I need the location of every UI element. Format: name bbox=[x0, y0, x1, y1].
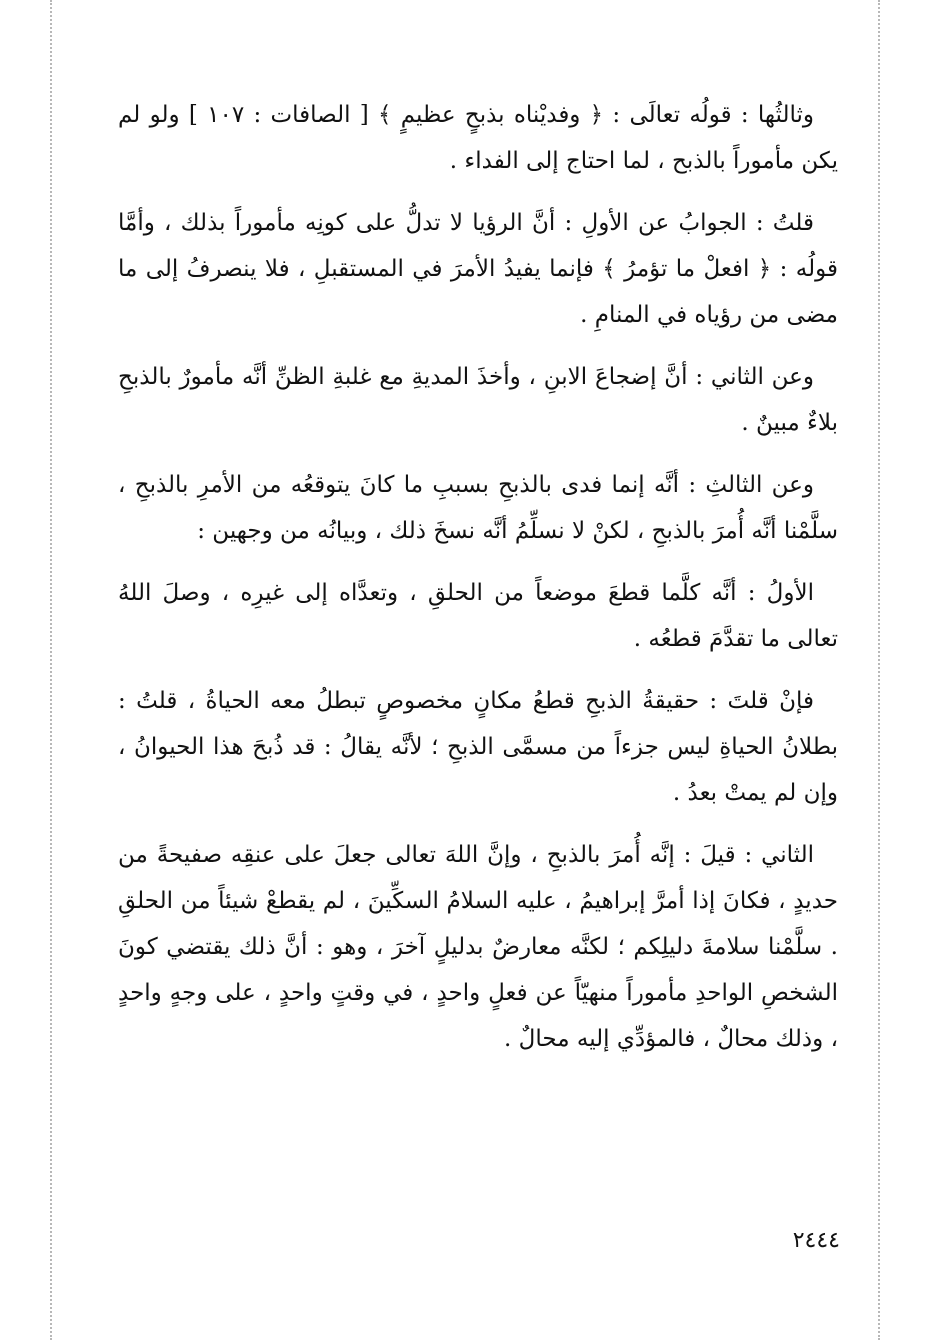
left-margin-dotted-line bbox=[50, 0, 52, 1340]
paragraph-3: وعن الثاني : أنَّ إضجاعَ الابنِ ، وأخذَ المديةِ مع غلبةِ الظنِّ أنَّه مأمورٌ بالذبحِ بلاءٌ مبينٌ . bbox=[118, 364, 838, 436]
right-margin-dotted-line bbox=[878, 0, 880, 1340]
paragraph-1: وثالثُها : قولُه تعالَى : ﴿ وفديْناه بذبحٍ عظيمٍ ﴾ [ الصافات : ١٠٧ ] ولو لم يكن مأموراً بالذبح ، لما احتاج إلى الفداء . bbox=[118, 102, 838, 174]
paragraph-7: الثاني : قيلَ : إنَّه أُمرَ بالذبحِ ، وإنَّ اللهَ تعالى جعلَ على عنقِه صفيحةً من حديدٍ ، فكانَ إذا أمرَّ إبراهيمُ ، عليه السلامُ السكِّينَ ، لم يقطعْ شيئاً من الحلقِ . سلَّمْنا سلامةَ دليلِكم ؛ لكنَّه معارضٌ بدليلٍ آخرَ ، وهو : أنَّ ذلك يقتضي كونَ الشخصِ الواحدِ مأموراً منهيّاً عن فعلٍ واحدٍ ، في وقتٍ واحدٍ ، على وجهٍ واحدٍ ، وذلك محالٌ ، فالمؤدِّي إليه محالٌ . bbox=[118, 842, 838, 1052]
paragraph-6: فإنْ قلتَ : حقيقةُ الذبحِ قطعُ مكانٍ مخصوصٍ تبطلُ معه الحياةُ ، قلتُ : بطلانُ الحياةِ ليس جزءاً من مسمَّى الذبحِ ؛ لأنَّه يقالُ : قد ذُبحَ هذا الحيوانُ ، وإن لم يمتْ بعدُ . bbox=[118, 688, 838, 806]
paragraph-4: وعن الثالثِ : أنَّه إنما فدى بالذبحِ بسببِ ما كانَ يتوقعُه من الأمرِ بالذبحِ ، سلَّمْنا أنَّه أُمرَ بالذبحِ ، لكنْ لا نسلِّمُ أنَّه نسخَ ذلك ، وبيانُه من وجهين : bbox=[118, 472, 838, 544]
paragraph-5: الأولُ : أنَّه كلَّما قطعَ موضعاً من الحلقِ ، وتعدَّاه إلى غيرِه ، وصلَ اللهُ تعالى ما تقدَّمَ قطعُه . bbox=[118, 580, 838, 652]
page-number: ٢٤٤٤ bbox=[792, 1228, 840, 1253]
body-text bbox=[118, 92, 838, 1078]
paragraph-2: قلتُ : الجوابُ عن الأولِ : أنَّ الرؤيا لا تدلُّ على كونِه مأموراً بذلك ، وأمَّا قولُه : ﴿ افعلْ ما تؤمرُ ﴾ فإنما يفيدُ الأمرَ في المستقبلِ ، فلا ينصرفُ إلى ما مضى من رؤياه في المنامِ . bbox=[118, 210, 838, 328]
